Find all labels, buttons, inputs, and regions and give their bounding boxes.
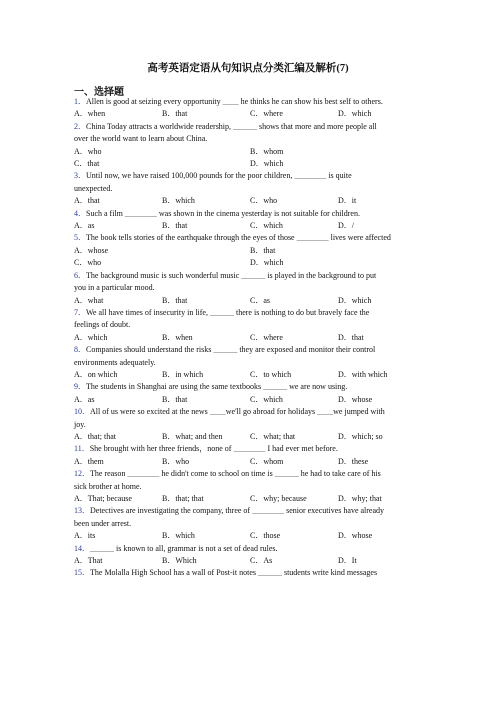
question-item [74, 270, 426, 307]
question-number: 11． [74, 444, 90, 454]
question-stem [74, 232, 426, 244]
answer-option: D．why; that [338, 494, 382, 503]
answer-option: B．who [162, 456, 190, 466]
question-item [74, 208, 426, 233]
answer-option: A．That; because [74, 494, 132, 503]
options-row [74, 245, 426, 257]
answer-option: D．/ [338, 221, 354, 231]
question-stem [74, 567, 426, 579]
question-text: China Today attracts a worldwide readership, ＿＿＿ shows that more and more people all [86, 121, 377, 131]
question-text: joy. [74, 419, 86, 429]
question-text: Detectives are investigating the company, three of ＿＿＿＿ senior executives have already [90, 506, 385, 516]
answer-option: C．that [74, 159, 100, 169]
options-row [74, 555, 426, 567]
answer-option: B．what; and then [162, 431, 223, 441]
question-number: 8． [74, 345, 86, 355]
question-number: 1． [74, 97, 86, 106]
options-row [74, 108, 426, 120]
question-stem [74, 406, 426, 418]
question-text: sick brother at home. [74, 481, 142, 491]
question-text: Allen is good at seizing every opportunity ＿＿ he thinks he can show his best self to others. [86, 97, 383, 106]
options-row [74, 158, 426, 170]
question-stem-continued [74, 133, 426, 145]
question-text: We all have times of insecurity in life, ＿＿＿ there is nothing to do but bravely face the [86, 307, 370, 317]
question-stem [74, 208, 426, 220]
options-row [74, 195, 426, 207]
options-row [74, 394, 426, 406]
question-stem [74, 443, 426, 455]
question-stem-continued [74, 518, 426, 530]
answer-option: A．as [74, 394, 95, 404]
question-text: The Molalla High School has a wall of Post-it notes ＿＿＿ students write kind messages [90, 568, 378, 578]
question-number: 2． [74, 121, 86, 131]
question-stem [74, 121, 426, 133]
question-number: 14． [74, 543, 90, 553]
question-stem [74, 381, 426, 393]
options-row [74, 332, 426, 344]
question-stem [74, 170, 426, 182]
answer-option: D．whose [338, 394, 373, 404]
question-text: She brought with her three friends，none of ＿＿＿＿ I had ever met before. [89, 444, 338, 454]
question-item [74, 443, 426, 468]
answer-option: D．whose [338, 531, 373, 541]
options-row [74, 456, 426, 468]
options-row [74, 146, 426, 158]
answer-option: B．which [162, 531, 195, 541]
question-text: ＿＿＿ is known to all, grammar is not a set of dead rules. [90, 543, 278, 553]
question-item [74, 170, 426, 207]
question-item [74, 344, 426, 381]
answer-option: A．which [74, 332, 108, 342]
answer-option: B．that [162, 394, 188, 404]
answer-option: D．which; so [338, 431, 383, 441]
answer-option: A．as [74, 221, 95, 231]
options-row [74, 431, 426, 443]
question-stem [74, 307, 426, 319]
answer-option: C．where [250, 332, 283, 342]
question-item [74, 543, 426, 568]
answer-option: A．when [74, 109, 106, 119]
answer-option: B．that [250, 245, 276, 255]
question-text: over the world want to learn about China. [74, 134, 208, 144]
question-text: All of us were so excited at the news ＿＿we'll go abroad for holidays ＿＿we jumped with [90, 407, 385, 417]
answer-option: C．those [250, 531, 281, 541]
answer-option: B．that [162, 109, 188, 119]
question-text: The background music is such wonderful music ＿＿＿ is played in the background to put [86, 270, 377, 280]
answer-option: B．that [162, 221, 188, 231]
question-item [74, 567, 426, 579]
answer-option: D．that [338, 332, 364, 342]
question-number: 4． [74, 208, 86, 218]
question-stem [74, 543, 426, 555]
question-stem-continued [74, 282, 426, 294]
question-number: 15． [74, 568, 90, 578]
answer-option: B．that [162, 295, 188, 305]
question-text: unexpected. [74, 183, 113, 193]
answer-option: D．with which [338, 369, 388, 379]
question-text: feelings of doubt. [74, 320, 131, 330]
answer-option: B．in which [162, 369, 204, 379]
question-item [74, 406, 426, 443]
answer-option: D．which [250, 159, 284, 169]
answer-option: A．them [74, 456, 104, 466]
question-text: The reason ＿＿＿＿ he didn't come to school on time is ＿＿＿ he had to take care of his [90, 469, 381, 479]
answer-option: A．that; that [74, 431, 116, 441]
question-stem [74, 344, 426, 356]
answer-option: B．when [162, 332, 193, 342]
answer-option: C．as [250, 295, 270, 305]
question-number: 3． [74, 171, 86, 181]
question-item [74, 468, 426, 505]
answer-option: A．whose [74, 245, 109, 255]
question-item [74, 307, 426, 344]
question-text: you in a particular mood. [74, 283, 155, 293]
question-text: The students in Shanghai are using the same textbooks ＿＿＿ we are now using. [86, 382, 348, 392]
answer-option: D．which [338, 295, 372, 305]
answer-option: B．which [162, 196, 195, 206]
question-item [74, 232, 426, 269]
question-number: 6． [74, 270, 86, 280]
answer-option: D．these [338, 456, 369, 466]
question-stem [74, 505, 426, 517]
question-number: 5． [74, 233, 86, 243]
question-number: 9． [74, 382, 86, 392]
question-list [74, 96, 426, 580]
question-stem [74, 270, 426, 282]
answer-option: C．who [74, 258, 102, 268]
question-stem-continued [74, 319, 426, 331]
document-title: 高考英语定语从句知识点分类汇编及解析(7) [147, 63, 349, 74]
answer-option: A．That [74, 556, 103, 566]
answer-option: B．Which [162, 556, 197, 566]
options-row [74, 530, 426, 542]
question-text: Until now, we have raised 100,000 pounds for the poor children, ＿＿＿＿ is quite [86, 171, 352, 181]
question-item [74, 96, 426, 121]
answer-option: C．what; that [250, 431, 296, 441]
question-stem-continued [74, 481, 426, 493]
options-row [74, 257, 426, 269]
answer-option: A．on which [74, 369, 118, 379]
answer-option: B．that; that [162, 494, 204, 503]
options-row [74, 493, 426, 505]
question-number: 13． [74, 506, 90, 516]
question-stem-continued [74, 419, 426, 431]
question-text: Such a film ＿＿＿＿ was shown in the cinema yesterday is not suitable for children. [86, 208, 360, 218]
answer-option: C．whom [250, 456, 284, 466]
answer-option: D．it [338, 196, 357, 206]
question-number: 7． [74, 307, 86, 317]
question-item [74, 121, 426, 171]
question-stem-continued [74, 357, 426, 369]
question-number: 12． [74, 469, 90, 479]
answer-option: A．who [74, 146, 102, 156]
section-heading: 一、选择题 [74, 87, 124, 98]
answer-option: C．where [250, 109, 283, 119]
answer-option: C．As [250, 556, 273, 566]
question-stem-continued [74, 183, 426, 195]
answer-option: C．which [250, 221, 283, 231]
answer-option: D．It [338, 556, 357, 566]
question-text: Companies should understand the risks ＿＿＿ they are exposed and monitor their control [86, 345, 376, 355]
answer-option: A．what [74, 295, 104, 305]
question-item [74, 381, 426, 406]
answer-option: C．which [250, 394, 283, 404]
question-text: been under arrest. [74, 518, 132, 528]
question-number: 10． [74, 407, 90, 417]
answer-option: A．its [74, 531, 96, 541]
question-text: environments adequately. [74, 357, 156, 367]
answer-option: C．why; because [250, 494, 307, 503]
answer-option: C．who [250, 196, 278, 206]
options-row [74, 220, 426, 232]
answer-option: C．to which [250, 369, 292, 379]
options-row [74, 295, 426, 307]
options-row [74, 369, 426, 381]
answer-option: B．whom [250, 146, 284, 156]
answer-option: D．which [338, 109, 372, 119]
question-item [74, 505, 426, 542]
question-stem [74, 468, 426, 480]
answer-option: D．which [250, 258, 284, 268]
question-stem [74, 96, 426, 108]
question-text: The book tells stories of the earthquake through the eyes of those ＿＿＿＿ lives were affected [86, 233, 391, 243]
answer-option: A．that [74, 196, 100, 206]
